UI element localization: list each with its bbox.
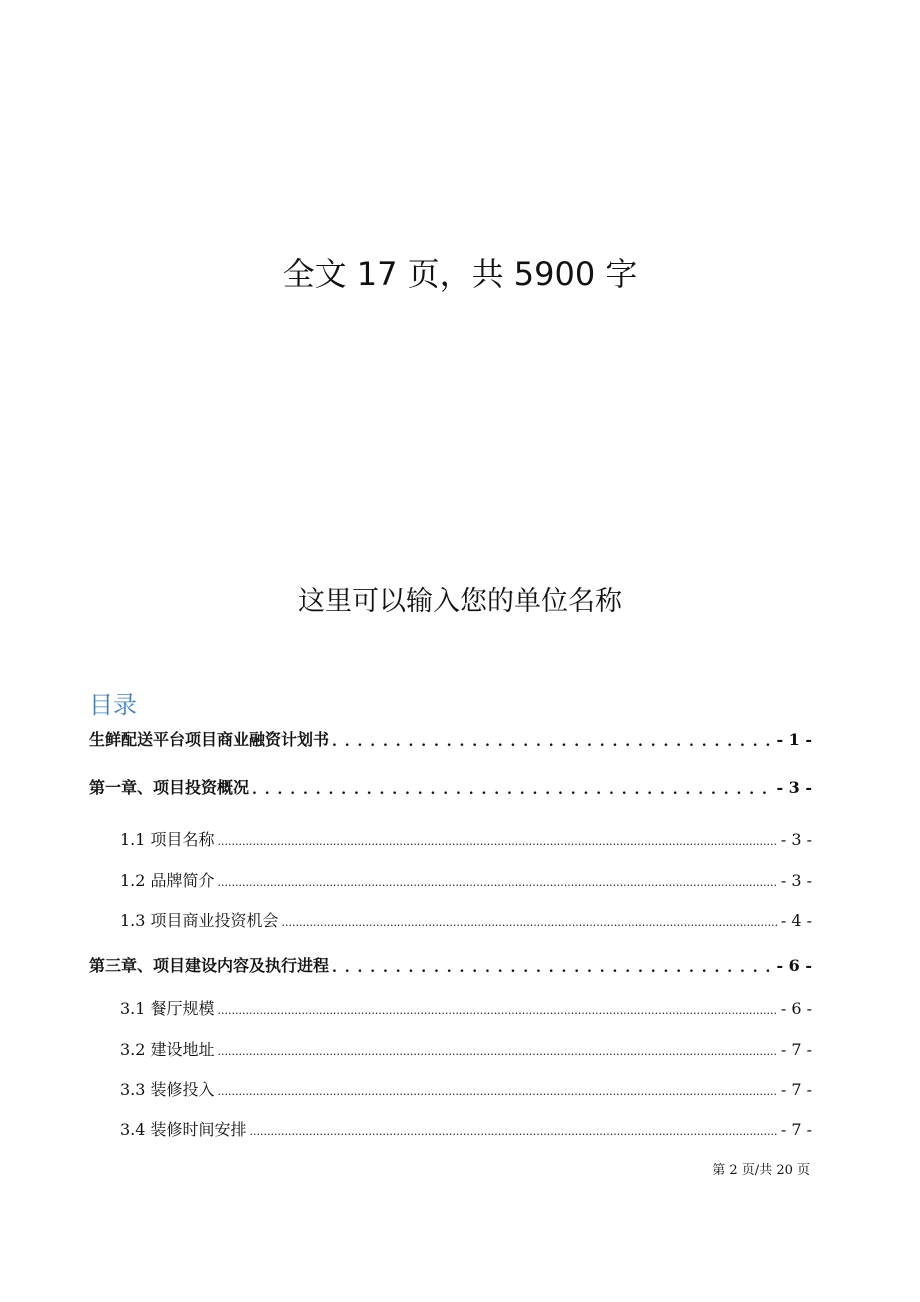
toc-entry-page: - 6 - [776,956,812,975]
toc-leader-dots [218,869,778,893]
toc-entry-title: 1.3 项目商业投资机会 [120,911,279,930]
toc-entry-title: 3.2 建设地址 [120,1040,215,1059]
toc-entry-page: - 3 - [776,778,812,797]
toc-entry-page: - 7 - [780,1120,812,1139]
toc-leader-dots [252,776,773,800]
toc-entry-page: - 4 - [780,911,812,930]
toc-leader-dots [250,1118,778,1142]
toc-entry[interactable] [89,950,812,978]
toc-entry-title: 1.2 品牌简介 [120,871,215,890]
toc-entry-title: 1.1 项目名称 [120,830,215,849]
toc-entry-page: - 3 - [780,830,812,849]
toc-entry-page: - 3 - [780,871,812,890]
toc-entry[interactable] [89,724,812,752]
toc-entry-page: - 7 - [780,1040,812,1059]
toc-leader-dots [218,828,778,852]
organization-name: 这里可以输入您的单位名称 [298,586,622,617]
toc-entry-title: 第一章、项目投资概况 [89,778,250,797]
toc-entry[interactable] [120,993,812,1021]
page-title: 全文 17 页，共 5900 字 [282,255,638,293]
toc-entry-title: 3.1 餐厅规模 [120,999,215,1018]
page-footer: 第 2 页/共 20 页 [712,1163,810,1178]
toc-leader-dots [332,728,773,752]
toc-entry[interactable] [120,865,812,893]
toc-leader-dots [282,909,778,933]
toc-entry[interactable] [120,824,812,852]
toc-entry-page: - 6 - [780,999,812,1018]
toc-entry-page: - 1 - [776,730,812,749]
toc-leader-dots [218,1038,778,1062]
toc-leader-dots [332,954,773,978]
toc-leader-dots [218,1078,778,1102]
toc-entry-title: 生鲜配送平台项目商业融资计划书 [89,730,330,749]
toc-entry[interactable] [89,772,812,800]
toc-entry-title: 第三章、项目建设内容及执行进程 [89,956,330,975]
toc-entry-page: - 7 - [780,1080,812,1099]
toc-entry[interactable] [120,1114,812,1142]
toc-heading: 目录 [89,691,137,719]
toc-entry[interactable] [120,1074,812,1102]
toc-entry-title: 3.4 装修时间安排 [120,1120,247,1139]
toc-entry-title: 3.3 装修投入 [120,1080,215,1099]
toc-entry[interactable] [120,1034,812,1062]
toc-leader-dots [218,997,778,1021]
toc-entry[interactable] [120,905,812,933]
